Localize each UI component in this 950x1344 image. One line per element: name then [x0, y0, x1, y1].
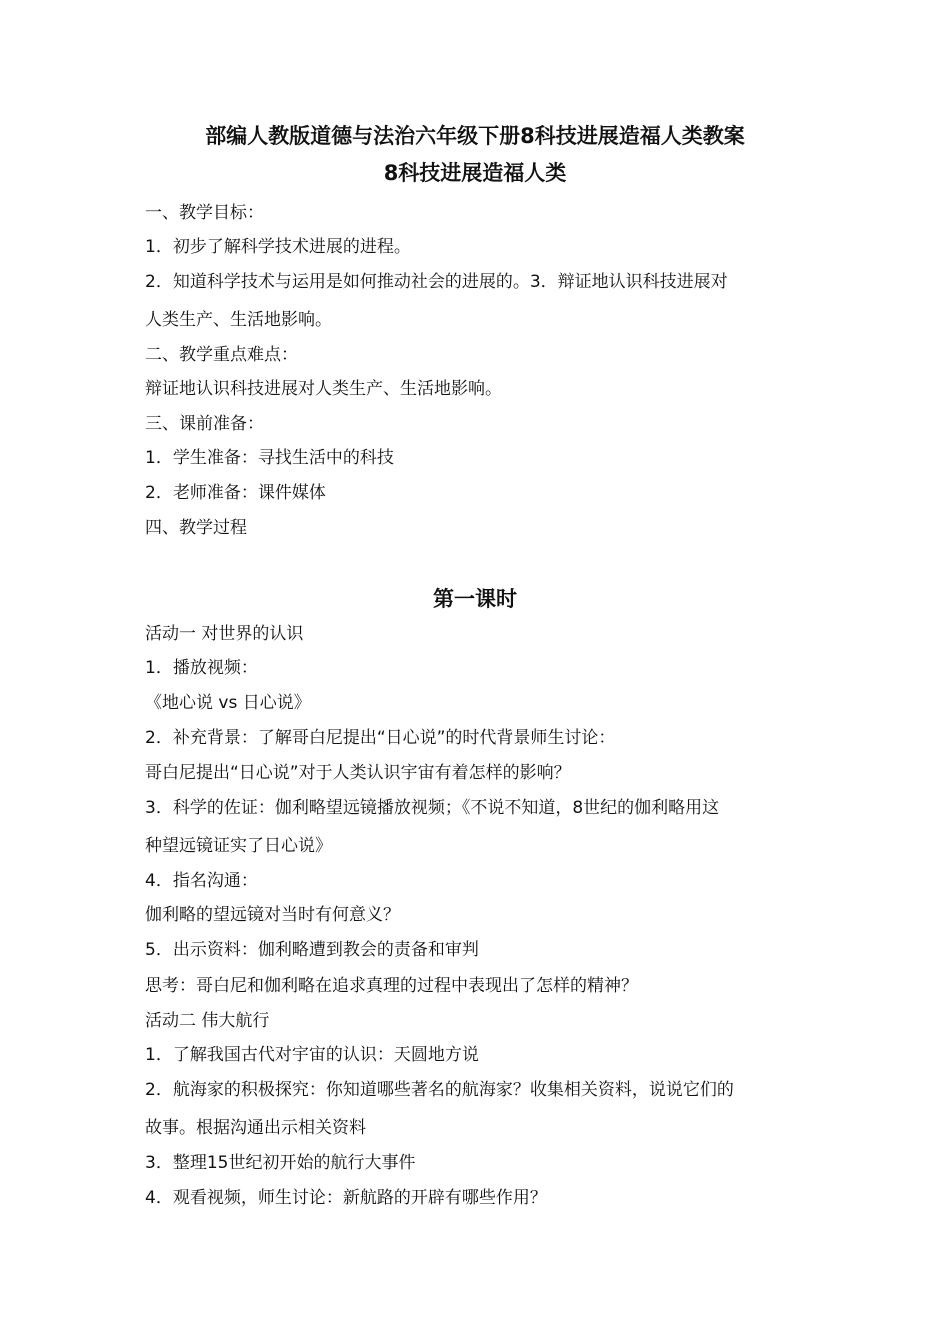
document-title: 部编人教版道德与法治六年级下册8科技进展造福人类教案	[205, 124, 745, 148]
activity-2-step-4: 4．观看视频，师生讨论：新航路的开辟有哪些作用？	[145, 1188, 547, 1208]
activity-1-step-3-line-2: 种望远镜证实了日心说》	[145, 836, 332, 856]
activity-1-step-1-detail: 《地心说 vs 日心说》	[145, 693, 311, 713]
activity-1-title: 活动一 对世界的认识	[145, 624, 304, 644]
activity-2-step-2-line-1: 2．航海家的积极探究：你知道哪些著名的航海家？收集相关资料，说说它们的	[145, 1080, 734, 1100]
preparation-item-1: 1．学生准备：寻找生活中的科技	[145, 448, 394, 468]
activity-2-title: 活动二 伟大航行	[145, 1011, 270, 1031]
preparation-item-2: 2．老师准备：课件媒体	[145, 483, 326, 503]
objective-item-2-line-1: 2．知道科学技术与运用是如何推动社会的进展的。3．辩证地认识科技进展对	[145, 272, 728, 292]
key-points-text: 辩证地认识科技进展对人类生产、生活地影响。	[145, 379, 502, 399]
objective-item-1: 1．初步了解科学技术进展的进程。	[145, 237, 411, 257]
section-heading-objectives: 一、教学目标：	[145, 203, 264, 223]
activity-1-step-5: 5．出示资料：伽利略遭到教会的责备和审判	[145, 940, 479, 960]
section-heading-process: 四、教学过程	[145, 518, 247, 538]
activity-1-step-3-line-1: 3．科学的佐证：伽利略望远镜播放视频；《不说不知道，8世纪的伽利略用这	[145, 798, 720, 818]
activity-1-step-4: 4．指名沟通：	[145, 871, 258, 891]
activity-2-step-2-line-2: 故事。根据沟通出示相关资料	[145, 1118, 366, 1138]
activity-1-step-1: 1．播放视频：	[145, 658, 258, 678]
activity-2-step-1: 1．了解我国古代对宇宙的认识：天圆地方说	[145, 1045, 479, 1065]
activity-1-think: 思考：哥白尼和伽利略在追求真理的过程中表现出了怎样的精神？	[145, 976, 638, 996]
activity-1-step-2: 2．补充背景：了解哥白尼提出“日心说”的时代背景师生讨论：	[145, 728, 616, 748]
section-heading-preparation: 三、课前准备：	[145, 414, 264, 434]
document-subtitle: 8科技进展造福人类	[383, 161, 567, 185]
lesson-heading: 第一课时	[433, 587, 517, 611]
section-heading-key-points: 二、教学重点难点：	[145, 345, 298, 365]
activity-1-step-2-detail: 哥白尼提出“日心说”对于人类认识宇宙有着怎样的影响？	[145, 763, 571, 783]
objective-item-2-line-2: 人类生产、生活地影响。	[145, 310, 332, 330]
activity-1-step-4-detail: 伽利略的望远镜对当时有何意义？	[145, 905, 400, 925]
activity-2-step-3: 3．整理15世纪初开始的航行大事件	[145, 1153, 416, 1173]
